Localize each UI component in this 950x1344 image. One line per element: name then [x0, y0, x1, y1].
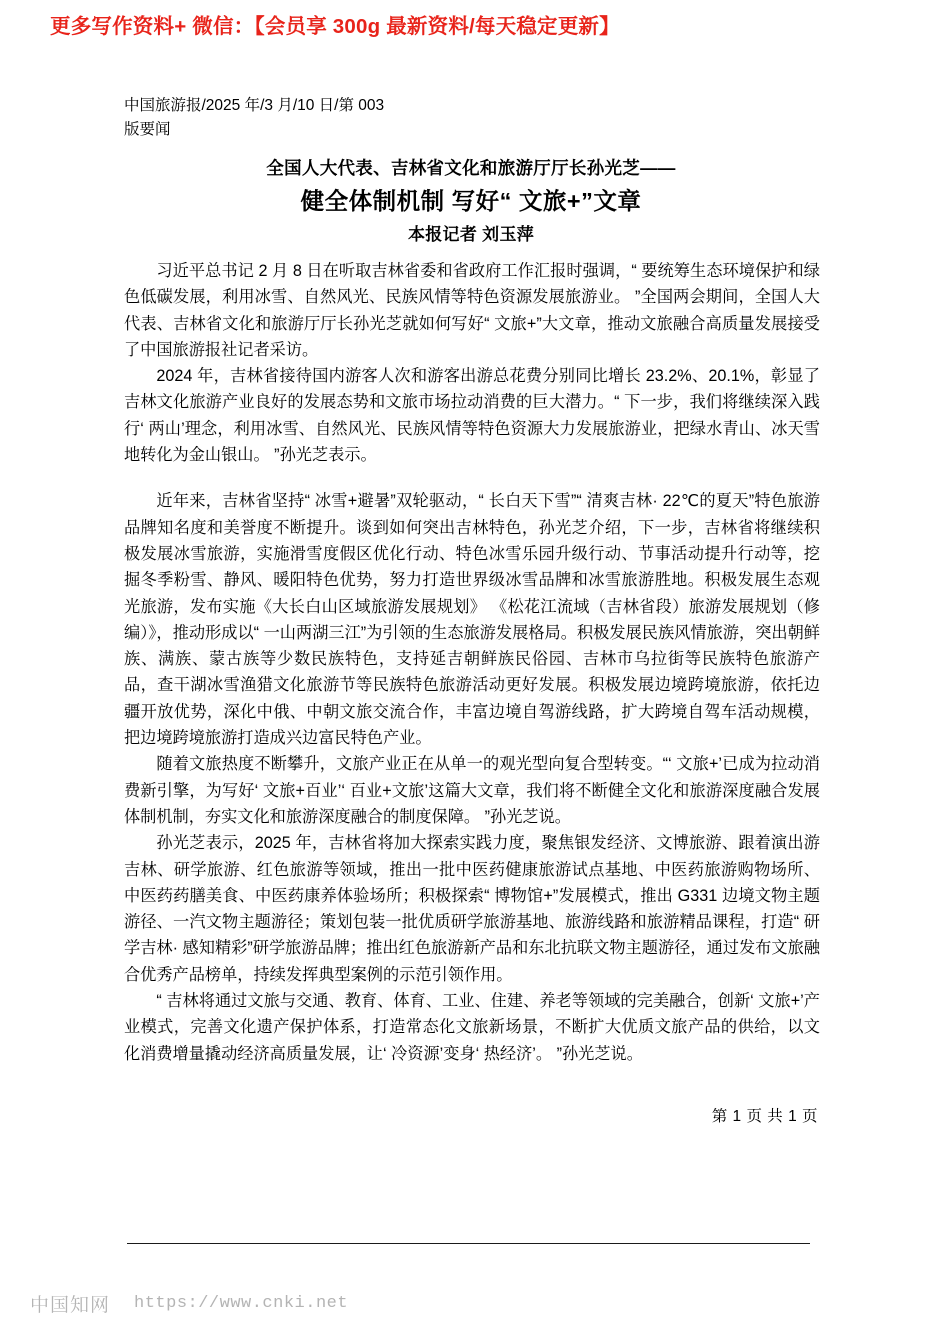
page-title: 健全体制机制 写好“ 文旅+”文章: [300, 188, 642, 215]
promo-banner-text: 更多写作资料+ 微信：【会员享 300g 最新资料/每天稳定更新】: [50, 15, 620, 38]
headline-kicker: 全国人大代表、吉林省文化和旅游厅厅长孙光芝——: [266, 158, 676, 178]
article-body: [124, 258, 820, 1067]
article-paragraph: “ 吉林将通过文旅与交通、教育、体育、工业、住建、养老等领域的完美融合，创新‘ 文旅+’产业模式，完善文化遗产保护体系，打造常态化文旅新场景，不断扩大优质文旅产品的供给，以文化消费增量撬动经济高质量发展，让‘ 冷资源’变身‘ 热经济’。 ”孙光芝说。: [124, 992, 820, 1063]
cnki-url: https://www.cnki.net: [134, 1294, 349, 1313]
article-paragraph: 随着文旅热度不断攀升，文旅产业正在从单一的观光型向复合型转变。“‘ 文旅+’已成为拉动消费新引擎，为写好‘ 文旅+百业’‘ 百业+文旅’这篇大文章，我们将不断健全文化和旅游深度融合发展体制机制，夯实文化和旅游深度融合的制度保障。 ”孙光芝说。: [124, 755, 820, 826]
page-number-footer: 第 1 页 共 1 页: [711, 1108, 818, 1125]
article-paragraph: 习近平总书记 2 月 8 日在听取吉林省委和省政府工作汇报时强调，“ 要统筹生态环境保护和绿色低碳发展，利用冰雪、自然风光、民族风情等特色资源发展旅游业。 ”全国两会期间，全国人大代表、吉林省文化和旅游厅厅长孙光芝就如何写好“ 文旅+”大文章，推动文旅融合高质量发展接受了中国旅游报社记者采访。: [124, 262, 820, 359]
footer-divider: [127, 1243, 810, 1244]
article-paragraph: 近年来，吉林省坚持“ 冰雪+避暑”双轮驱动，“ 长白天下雪”“ 清爽吉林· 22℃的夏天”特色旅游品牌知名度和美誉度不断提升。谈到如何突出吉林特色，孙光芝介绍，下一步，吉林省将继续积极发展冰雪旅游，实施滑雪度假区优化行动、特色冰雪乐园升级行动、节事活动提升行动等，挖掘冬季粉雪、静风、暖阳特色优势，努力打造世界级冰雪品牌和冰雪旅游胜地。积极发展生态观光旅游，发布实施《大长白山区域旅游发展规划》 《松花江流域（吉林省段）旅游发展规划（修编）》，推动形成以“ 一山两湖三江”为引领的生态旅游发展格局。积极发展民族风情旅游，突出朝鲜族、满族、蒙古族等少数民族特色，支持延吉朝鲜族民俗园、吉林市乌拉街等民族特色旅游产品，查干湖冰雪渔猎文化旅游节等民族特色旅游活动更好发展。积极发展边境跨境旅游，依托边疆开放优势，深化中俄、中朝文旅交流合作，丰富边境自驾游线路，扩大跨境自驾车活动规模，把边境跨境旅游打造成兴边富民特色产业。: [124, 492, 820, 748]
source-citation-line-2: 版要闻: [124, 121, 171, 139]
cnki-watermark: [30, 1290, 348, 1317]
source-citation-line-1: 中国旅游报/2025 年/3 月/10 日/第 003: [124, 97, 385, 114]
article-byline: 本报记者 刘玉萍: [407, 224, 535, 244]
cnki-brand-name: 中国知网: [30, 1295, 111, 1316]
headline-block: [124, 155, 818, 247]
source-citation: [124, 94, 524, 142]
article-paragraph: 2024 年，吉林省接待国内游客人次和游客出游总花费分别同比增长 23.2%、20.1%，彰显了吉林文化旅游产业良好的发展态势和文旅市场拉动消费的巨大潜力。“ 下一步，我们将继续深入践行‘ 两山’理念，利用冰雪、自然风光、民族风情等特色资源大力发展旅游业，把绿水青山、冰天雪地转化为金山银山。 ”孙光芝表示。: [124, 367, 820, 465]
article-paragraph: 孙光芝表示，2025 年，吉林省将加大探索实践力度，聚焦银发经济、文博旅游、跟着演出游吉林、研学旅游、红色旅游等领域，推出一批中医药健康旅游试点基地、中医药旅游购物场所、中医药药膳美食、中医药康养体验场所；积极探索“ 博物馆+”发展模式，推出 G331 边境文物主题游径、一汽文物主题游径；策划包装一批优质研学旅游基地、旅游线路和旅游精品课程，打造“ 研学吉林· 感知精彩”研学旅游品牌；推出红色旅游新产品和东北抗联文物主题游径，通过发布文旅融合优秀产品榜单，持续发挥典型案例的示范引领作用。: [124, 834, 820, 984]
